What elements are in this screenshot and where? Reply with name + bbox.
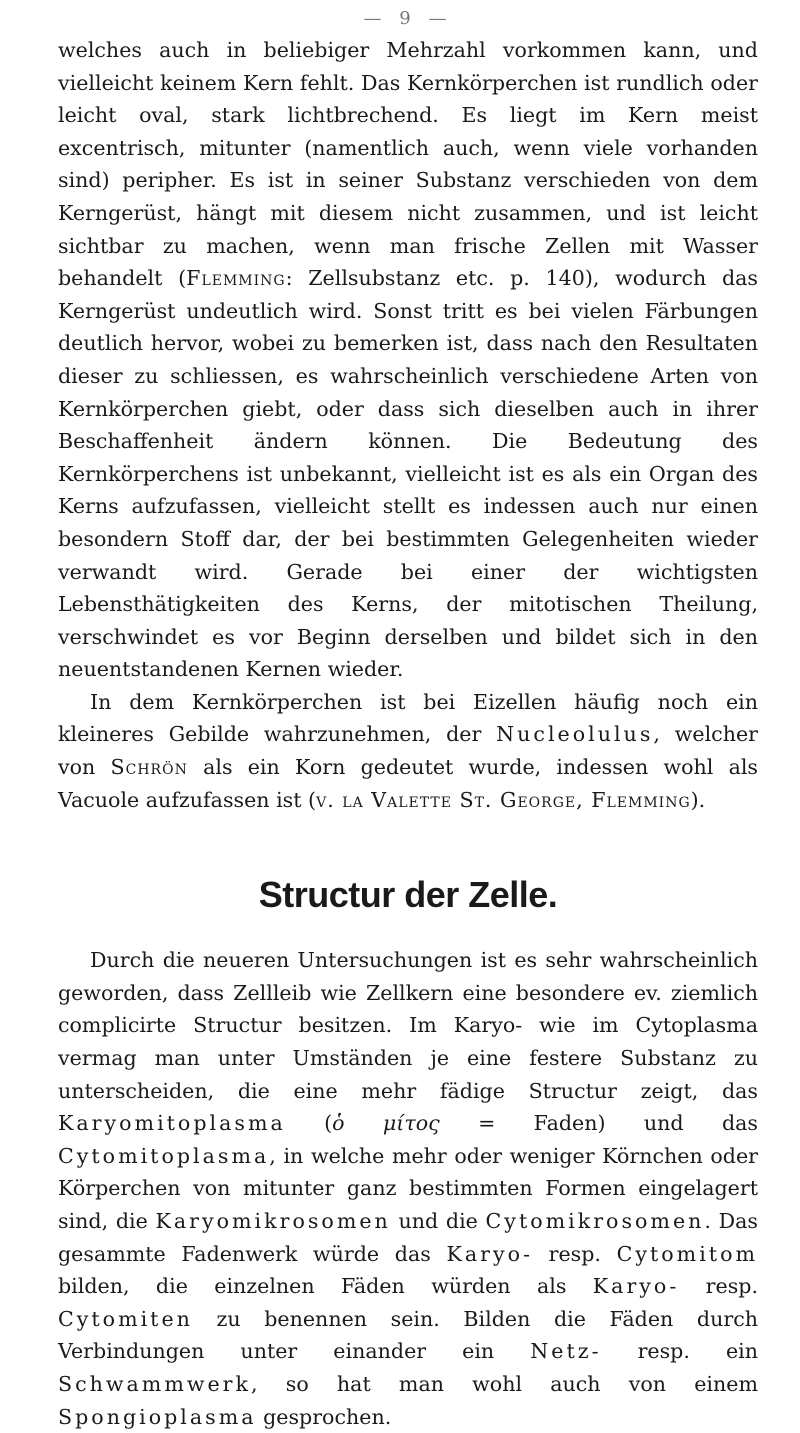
text-run: Durch die neueren Untersuchungen ist es sehr wahrscheinlich geworden, dass Zellleib wie Zellkern eine besondere ev. ziemlich complicirte Structur besitzen. Im Karyo- wie im Cytoplasma vermag man unter Umständen je eine festere Substanz zu unterscheiden, die eine mehr fädige Structur zeigt, das — [58, 948, 758, 1103]
text-run: ( — [285, 1111, 333, 1136]
text-run: , so hat man wohl auch von einem — [251, 1371, 758, 1396]
term-highlight: Cytomikrosomen — [485, 1209, 705, 1233]
text-run: bilden, die einzelnen Fäden würden als — [58, 1274, 593, 1299]
term-highlight: Netz- — [530, 1339, 602, 1364]
document-page — [58, 0, 758, 1433]
text-run: = Faden) und das — [439, 1111, 758, 1136]
text-run: resp. — [679, 1274, 758, 1299]
text-run: , in welche mehr oder weniger Körnchen oder Körperchen von mitunter ganz bestimmten Formen eingelagert sind, die — [58, 1143, 758, 1233]
term-highlight: Cytomiten — [58, 1306, 193, 1331]
author-reference: Schrön — [110, 755, 188, 780]
term-highlight: Karyo- — [446, 1241, 533, 1266]
paragraph-structur — [58, 944, 758, 1433]
text-run: gesprochen. — [256, 1404, 392, 1429]
text-run: In dem Kernkörperchen ist bei Eizellen häufig noch ein kleineres Gebilde wahrzunehmen, der — [58, 689, 758, 747]
text-run: , welcher von — [58, 722, 758, 780]
author-reference: v. la Valette St. George, Flemming — [316, 787, 691, 812]
text-run: . Das gesammte Fadenwerk würde das — [58, 1209, 758, 1266]
section-heading: Structur der Zelle. — [258, 874, 558, 916]
text-run: und die — [390, 1209, 486, 1233]
text-run: zu benennen sein. Bilden die Fäden durch Verbindungen unter einander ein — [58, 1306, 758, 1364]
term-highlight: Karyomitoplasma — [58, 1111, 286, 1136]
text-run: welches auch in beliebiger Mehrzahl vorkommen kann, und vielleicht keinem Kern fehlt. Das Kernkörperchen ist rundlich oder leicht oval, stark lichtbrechend. Es liegt im Kern meist excentrisch, mitunter (namentlich auch, wenn viele vorhanden sind) peripher. Es ist in seiner Substanz verschieden von dem Kerngerüst, hängt mit diesem nicht zusammen, und ist leicht sichtbar zu machen, wenn man frische Zellen mit Wasser behandelt ( — [58, 38, 758, 291]
page-number: — 9 — — [363, 8, 453, 29]
paragraph-nucleolulus — [58, 686, 758, 816]
term-highlight: Cytomitom — [616, 1241, 758, 1266]
term-highlight: Nucleolulus — [496, 722, 654, 747]
term-highlight: Cytomitoplasma — [58, 1143, 270, 1168]
text-run: ). — [690, 787, 706, 812]
paragraph-kernkoerperchen — [58, 34, 758, 686]
term-highlight: Spongioplasma — [58, 1404, 257, 1429]
term-highlight: Karyomikrosomen — [155, 1209, 391, 1233]
greek-term: ὁ μίτος — [332, 1111, 440, 1136]
text-run: : Zellsubstanz etc. p. 140), wodurch das Kerngerüst undeutlich wird. Sonst tritt es bei vielen Färbungen deutlich hervor, wobei zu bemerken ist, dass nach den Resultaten dieser zu schliessen, es wahrscheinlich verschiedene Arten von Kernkörperchen giebt, oder dass sich dieselben auch in ihrer Beschaffenheit ändern können. Die Bedeutung des Kernkörperchens ist unbekannt, vielleicht ist es als ein Organ des Kerns aufzufassen, vielleicht stellt es indessen auch nur einen besondern Stoff dar, der bei bestimmten Gelegenheiten wieder verwandt wird. Gerade bei einer der wichtigsten Lebensthätigkeiten des Kerns, der mitotischen Theilung, verschwindet es vor Beginn derselben und bildet sich in den neuentstandenen Kernen wieder. — [58, 266, 758, 682]
text-run: als ein Korn gedeutet wurde, indessen wohl als Vacuole aufzufassen ist ( — [58, 755, 759, 812]
author-reference: Flemming — [186, 266, 286, 291]
term-highlight: Schwammwerk — [58, 1371, 252, 1396]
term-highlight: Karyo- — [592, 1274, 680, 1299]
text-run: resp. — [532, 1241, 617, 1266]
text-run: resp. ein — [601, 1339, 758, 1364]
